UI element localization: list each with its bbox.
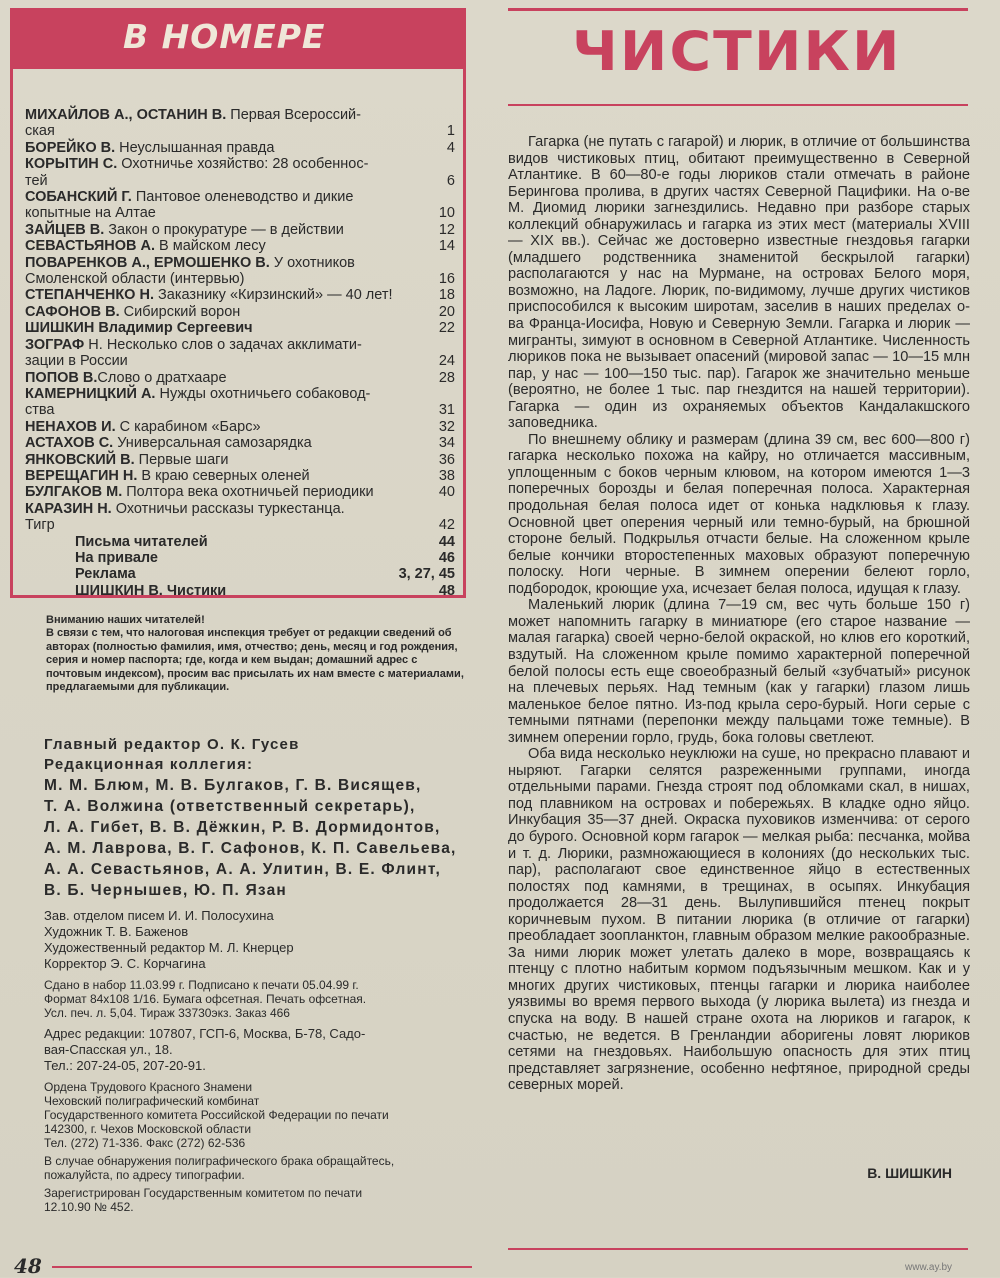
article-signature: В. ШИШКИН <box>867 1165 952 1181</box>
toc-author: СТЕПАНЧЕНКО Н. <box>25 287 154 304</box>
editorial-board <box>44 735 474 901</box>
staff-line: Художник Т. В. Баженов <box>44 924 189 939</box>
staff-lines <box>44 908 474 972</box>
toc-entry-line <box>25 222 455 238</box>
title-rule <box>508 104 968 106</box>
toc-title-cont: тей <box>25 172 48 189</box>
toc-title: Неуслышанная правда <box>115 139 275 156</box>
toc-section <box>25 534 455 550</box>
article-paragraph: Гагарка (не путать с гагарой) и люрик, в отличие от большинства видов чистиковых птиц, обитают преимущественно в Северной Атлантике. В 60—80-е годы люриков стали отмечать в районе Берингова пролива, в других частях Северной Пацифики. На о-ве М. Диомид люрики загнездились. Недавно при разборе старых коллекций обнаружилась и гагарка из этих мест (материалы XVIII — XIX вв.). Сейчас же достоверно известные гнездовья гагарки (младшего родственника знаменитой бескрылой гагарки) располагаются у нас на Мурмане, на островах Белого моря, возможно, на Ладоге. Люрик, по-видимому, лучше других чистиков приспособился к высоким широтам, заселив в наших пределах о-ва Франца-Иосифа, Новую и Северную Земли. Гагарка и люрик — мигранты, зимуют в основном в Северной Атлантике. Численность люриков пока не вызывает опасений (мировой запас — 10—15 млн пар, у нас — 100—150 тыс. пар). Гагарок же значительно меньше (вероятно, не более 1 тыс. пар гнездится на нашей территории). Гагарка — один из охраняемых объектов Кандалакшского заповедника. <box>508 134 970 432</box>
printer-info <box>44 1080 474 1150</box>
toc-entry <box>25 386 455 419</box>
staff-imprint <box>44 908 474 1214</box>
print-info-line: Усл. печ. л. 5,04. Тираж 33730экз. Заказ 466 <box>44 1006 290 1020</box>
toc-author: ЗАЙЦЕВ В. <box>25 221 105 238</box>
article-body <box>508 134 970 1094</box>
toc-entry-line <box>25 140 455 156</box>
toc-entry <box>25 140 455 156</box>
toc-title-cont: зации в России <box>25 353 128 370</box>
address-line: вая-Спасская ул., 18. <box>44 1042 173 1057</box>
toc-page: 44 <box>438 533 455 550</box>
toc-title: Пантовое оленеводство и дикие <box>131 189 354 206</box>
toc-section <box>25 566 455 582</box>
toc-page: 31 <box>438 402 455 419</box>
print-info-line: Формат 84х108 1/16. Бумага офсетная. Печать офсетная. <box>44 992 367 1006</box>
toc-entry <box>25 255 455 288</box>
toc-page: 10 <box>438 205 455 222</box>
staff-line: Художественный редактор М. Л. Кнерцер <box>44 940 294 955</box>
toc-page: 40 <box>438 484 455 501</box>
toc-entry-line <box>25 156 455 172</box>
toc-author: ЗОГРАФ <box>25 336 85 353</box>
toc-author: САФОНОВ В. <box>25 303 120 320</box>
toc-author: КАРАЗИН Н. <box>25 500 112 517</box>
staff-line: Зав. отделом писем И. И. Полосухина <box>44 908 274 923</box>
toc-section-label: На привале <box>75 549 158 566</box>
toc-banner-title: В НОМЕРЕ <box>123 17 326 56</box>
toc-entry-line <box>25 370 455 386</box>
defect-notice <box>44 1154 474 1182</box>
printer-line: Тел. (272) 71-336. Факс (272) 62-536 <box>44 1136 246 1150</box>
article-paragraph: По внешнему облику и размерам (длина 39 см, вес 600—800 г) гагарка несколько похожа на кайру, но отличается массивным, уплощенным с боков черным клювом, на котором имеются 1—3 поперечных борозды и белая поперечная полоса. Характерная продольная белая полоса идет от конька надклювья к глазу. Основной цвет оперения черный или темно-бурый, на брюшной стороне белый. Подкрылья отчасти белые. На сложенном крыле белые кончики второстепенных маховых образуют поперечную полоску. Ноги черные. В зимнем оперении белеют горло, подбородок, кроющие уха, исчезает белая полоса, идущая к глазу. <box>508 431 970 597</box>
toc-entry <box>25 452 455 468</box>
board-title: Редакционная коллегия: <box>44 756 254 773</box>
watermark: www.ay.by <box>905 1262 953 1273</box>
toc-author: СОБАНСКИЙ Г. <box>25 189 132 206</box>
toc-author: ВЕРЕЩАГИН Н. <box>25 467 138 484</box>
toc-entry <box>25 287 455 303</box>
readers-notice <box>46 614 466 694</box>
toc-entry-line <box>25 501 455 517</box>
toc-title: Первая Всероссий- <box>226 107 361 123</box>
toc-author: БОРЕЙКО В. <box>25 139 116 156</box>
toc-title: В краю северных оленей <box>137 467 310 484</box>
toc-author: МИХАЙЛОВ А., ОСТАНИН В. <box>25 107 227 123</box>
toc-title-cont: Смоленской области (интервью) <box>25 271 245 288</box>
toc-section <box>25 550 455 566</box>
toc-entry <box>25 419 455 435</box>
toc-page: 32 <box>438 418 455 435</box>
toc-title: Нужды охотничьего собаковод- <box>155 385 371 402</box>
toc-page: 6 <box>446 172 455 189</box>
toc-page: 14 <box>438 238 455 255</box>
staff-line: Корректор Э. С. Корчагина <box>44 956 206 971</box>
toc-page: 12 <box>438 221 455 238</box>
toc-entry-line <box>25 107 455 123</box>
toc-title: В майском лесу <box>155 238 266 255</box>
toc-page: 48 <box>438 582 455 599</box>
toc-entry <box>25 370 455 386</box>
toc-section-label: Письма читателей <box>75 533 208 550</box>
toc-title-cont: Тигр <box>25 517 55 534</box>
toc-title: У охотников <box>269 254 355 271</box>
toc-entry-line <box>25 435 455 451</box>
toc-page: 34 <box>438 435 455 452</box>
article-paragraph: Маленький люрик (длина 7—19 см, вес чуть больше 150 г) может напомнить гагарку в миниатюре (его старое название — малая гагарка) своей черно-белой окраской, но клюв его короткий, вздутый. На сложенном крыле помимо характерной поперечной белой полосы есть еще своеобразный белый «зубчатый» рисунок на плечевых перьях. Над темным (как у гагарки) глазом лишь маленькое белое пятно. Из-под крыла серо-бурый. Ноги серые с темными пятнами (перепонки между пальцами тоже темные). В зимнем оперении горло, грудь, бока головы светлеют. <box>508 597 970 746</box>
toc-author: БУЛГАКОВ М. <box>25 484 123 501</box>
toc-section-label: ШИШКИН В. Чистики <box>75 582 227 599</box>
toc-page: 24 <box>438 353 455 370</box>
toc-title: Сибирский ворон <box>119 303 241 320</box>
toc-entry <box>25 238 455 254</box>
bottom-rule-right <box>508 1248 968 1250</box>
toc-entry-line <box>25 320 455 336</box>
toc-page: 4 <box>446 139 455 156</box>
bottom-rule-left <box>52 1266 472 1268</box>
toc-page: 1 <box>446 123 455 140</box>
toc-entry-line <box>25 238 455 254</box>
toc-page: 16 <box>438 271 455 288</box>
top-rule <box>508 8 968 11</box>
toc-page: 46 <box>438 549 455 566</box>
toc-entry <box>25 435 455 451</box>
printer-line: Государственного комитета Российской Федерации по печати <box>44 1108 389 1122</box>
right-column <box>508 0 978 1277</box>
page-number: 48 <box>14 1254 42 1278</box>
toc-author: АСТАХОВ С. <box>25 435 114 452</box>
toc-title: С карабином «Барс» <box>115 418 261 435</box>
printer-line: 142300, г. Чехов Московской области <box>44 1122 252 1136</box>
board-member-line: Т. А. Волжина (ответственный секретарь), <box>44 798 416 815</box>
toc-author: ПОПОВ В. <box>25 369 98 386</box>
registration-line: Зарегистрирован Государственным комитетом по печати <box>44 1186 363 1200</box>
toc-entry-line <box>25 484 455 500</box>
toc-title: Охотничье хозяйство: 28 особеннос- <box>117 156 369 173</box>
article-paragraph: Оба вида несколько неуклюжи на суше, но прекрасно плавают и ныряют. Гагарки селятся разреженными группами, иногда отдельными парами. Гнезда строят под обломками скал, в нишах, под плавником на островах и побережьях. В кладке одно яйцо. Инкубация 35—37 дней. Окраска пуховиков изменчива: от серого до бурого. Основной корм гагарок — мелкая рыба: песчанка, мойва и т. д. Люрики, размножающиеся в колониях (до нескольких тыс. пар), располагают свое единственное яйцо в естественных полостях под камнями, в трещинах, в осыпях. Инкубация продолжается 28—31 день. Вылупившийся птенец покрыт коричневым пухом. В питании люрика (в отличие от гагарки) преобладает зоопланктон, главным образом мелкие ракообразные. За ними люрик может улетать далеко в море, возвращаясь к птенцу с плотно набитым кормом подъязычным мешком. Как и у многих других чистиковых, птенцы гагарки и люрика наиболее уязвимы во время первого выхода (у люрика вылета) из гнезда и спуска на воду. В нашей стране охота на люриков и гагарок, к счастью, не ведется. В Гренландии аборигены ловят люриков сетями на гнездовьях. Наибольшую опасность для этих птиц представляет загрязнение, особенно нефтяное, природной среды северных морей. <box>508 746 970 1094</box>
article-title: ЧИСТИКИ <box>572 20 902 83</box>
toc-title-cont: ства <box>25 402 55 419</box>
toc-title: Н. Несколько слов о задачах акклимати- <box>84 336 362 353</box>
toc-title-cont: ская <box>25 123 55 140</box>
toc-author: ШИШКИН Владимир Сергеевич <box>25 320 253 337</box>
toc-page: 42 <box>438 517 455 534</box>
board-member-line: В. Б. Чернышев, Ю. П. Язан <box>44 882 287 899</box>
toc-author: КАМЕРНИЦКИЙ А. <box>25 385 156 402</box>
toc-title-cont: копытные на Алтае <box>25 205 156 222</box>
toc-box <box>10 8 466 598</box>
toc-page: 36 <box>438 451 455 468</box>
toc-section <box>25 583 455 599</box>
notice-heading: Вниманию наших читателей! <box>46 614 205 626</box>
registration-line: 12.10.90 № 452. <box>44 1200 134 1214</box>
board-member-line: Л. А. Гибет, В. В. Дёжкин, Р. В. Дормидонтов, <box>44 819 441 836</box>
defect-line: пожалуйста, по адресу типографии. <box>44 1168 245 1182</box>
toc-title: Первые шаги <box>134 451 229 468</box>
toc-entry-line <box>25 386 455 402</box>
print-info <box>44 978 474 1020</box>
registration <box>44 1186 474 1214</box>
toc-entry-line <box>25 304 455 320</box>
printer-line: Чеховский полиграфический комбинат <box>44 1094 260 1108</box>
toc-author: СЕВАСТЬЯНОВ А. <box>25 238 156 255</box>
chief-editor: Главный редактор О. К. Гусев <box>44 736 300 753</box>
toc-title: Заказнику «Кирзинский» — 40 лет! <box>154 287 393 304</box>
toc-entry <box>25 222 455 238</box>
toc-title: Универсальная самозарядка <box>113 435 312 452</box>
toc-page: 18 <box>438 287 455 304</box>
toc-entry-line <box>25 287 455 303</box>
toc-entry <box>25 107 455 140</box>
toc-title: Полтора века охотничьей периодики <box>122 484 374 501</box>
toc-page: 3, 27, 45 <box>398 566 455 583</box>
toc-author: НЕНАХОВ И. <box>25 418 116 435</box>
toc-author: ПОВАРЕНКОВ А., ЕРМОШЕНКО В. <box>25 254 270 271</box>
toc-section-label: Реклама <box>75 566 136 583</box>
toc-entry <box>25 304 455 320</box>
toc-entry-line <box>25 468 455 484</box>
toc-entry <box>25 320 455 336</box>
left-column <box>10 8 470 1268</box>
toc-entry <box>25 189 455 222</box>
toc-list <box>25 107 455 599</box>
editorial-address <box>44 1026 474 1074</box>
toc-author: ЯНКОВСКИЙ В. <box>25 451 135 468</box>
toc-entry-line <box>25 337 455 353</box>
toc-banner <box>13 11 463 69</box>
print-info-line: Сдано в набор 11.03.99 г. Подписано к печати 05.04.99 г. <box>44 978 359 992</box>
address-line: Адрес редакции: 107807, ГСП-6, Москва, Б-78, Садо- <box>44 1026 366 1041</box>
toc-page: 28 <box>438 369 455 386</box>
notice-text: В связи с тем, что налоговая инспекция требует от редакции сведений об авторах (полностью фамилия, имя, отчество; день, месяц и год рождения, серия и номер паспорта; где, когда и кем выдан; домашний адрес с почтовым индексом), просим вас присылать их нам вместе с материалами, предлагаемыми для публикации. <box>46 627 464 694</box>
toc-entry <box>25 156 455 189</box>
defect-line: В случае обнаружения полиграфического брака обращайтесь, <box>44 1154 395 1168</box>
toc-entry <box>25 501 455 534</box>
toc-title: Закон о прокуратуре — в действии <box>104 221 344 238</box>
toc-page: 20 <box>438 303 455 320</box>
toc-entry-line <box>25 189 455 205</box>
toc-entry <box>25 484 455 500</box>
toc-author: КОРЫТИН С. <box>25 156 118 173</box>
address-line: Тел.: 207-24-05, 207-20-91. <box>44 1058 206 1073</box>
toc-entry-line <box>25 419 455 435</box>
board-member-line: М. М. Блюм, М. В. Булгаков, Г. В. Висящев, <box>44 777 422 794</box>
board-member-line: А. М. Лаврова, В. Г. Сафонов, К. П. Савельева, <box>44 840 457 857</box>
toc-entry-line <box>25 255 455 271</box>
toc-title: Слово о дратхааре <box>97 369 227 386</box>
toc-title: Охотничьи рассказы туркестанца. <box>111 500 345 517</box>
toc-entry <box>25 337 455 370</box>
toc-entry <box>25 468 455 484</box>
printer-line: Ордена Трудового Красного Знамени <box>44 1080 253 1094</box>
board-members <box>44 775 474 901</box>
toc-page: 38 <box>438 467 455 484</box>
toc-page: 22 <box>438 320 455 337</box>
board-member-line: А. А. Севастьянов, А. А. Улитин, В. Е. Флинт, <box>44 861 441 878</box>
toc-entry-line <box>25 452 455 468</box>
